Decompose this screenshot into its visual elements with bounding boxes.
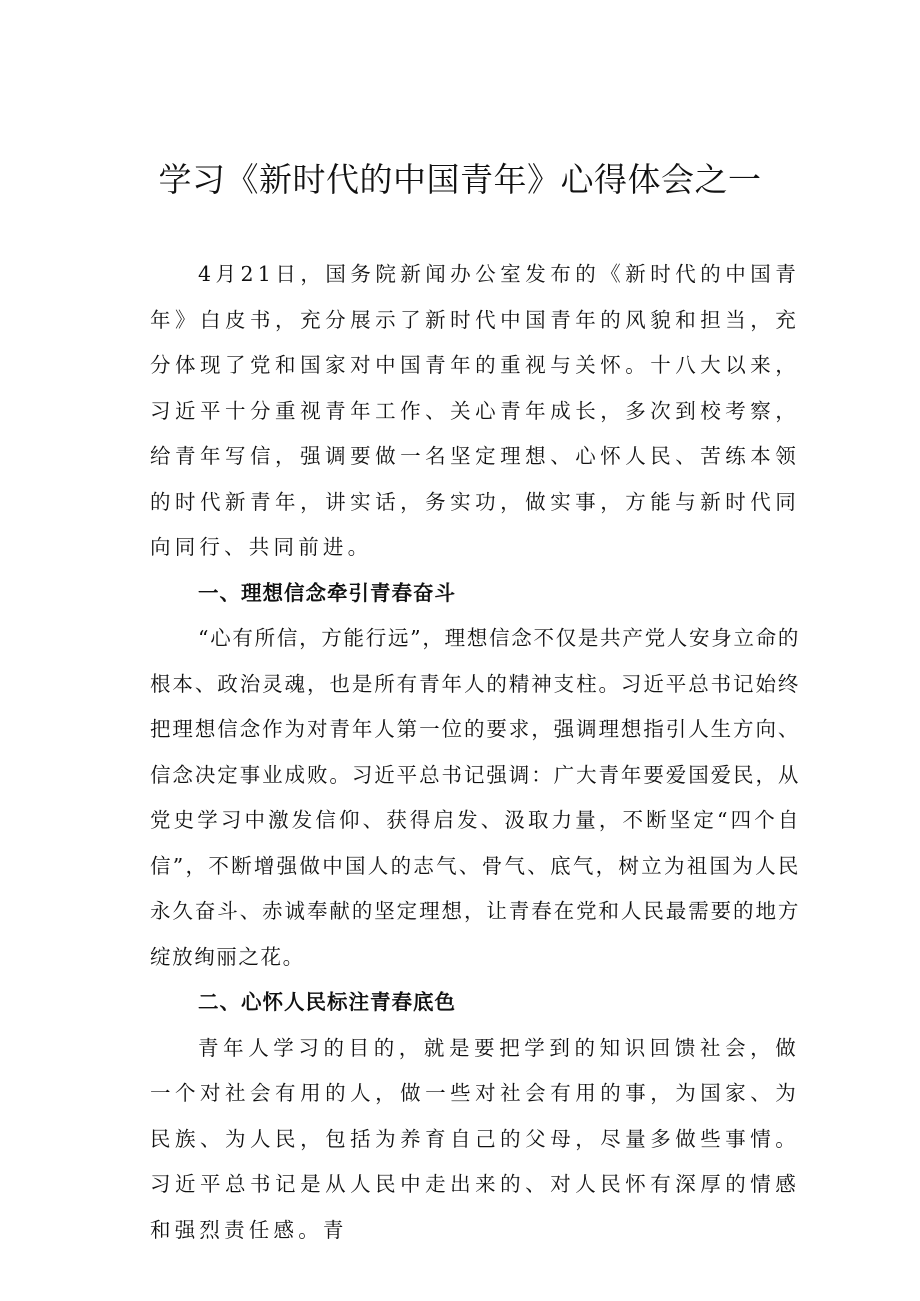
section-2-heading: 二、心怀人民标注青春底色 <box>198 990 456 1014</box>
section-1-paragraph: “心有所信，方能行远”，理想信念不仅是共产党人安身立命的根本、政治灵魂，也是所有青年人的精神支柱。习近平总书记始终把理想信念作为对青年人第一位的要求，强调理想指引人生方向、信念决定事业成败。习近平总书记强调：广大青年要爱国爱民，从党史学习中激发信仰、获得启发、汲取力量，不断坚定“四个自信”，不断增强做中国人的志气、骨气、底气，树立为祖国为人民永久奋斗、赤诚奉献的坚定理想，让青春在党和人民最需要的地方绽放绚丽之花。 <box>150 626 800 969</box>
section-2-paragraph: 青年人学习的目的，就是要把学到的知识回馈社会，做一个对社会有用的人，做一些对社会有用的事，为国家、为民族、为人民，包括为养育自己的父母，尽量多做些事情。习近平总书记是从人民中走出来的、对人民怀有深厚的情感和强烈责任感。青 <box>150 1035 800 1242</box>
section-1-heading: 一、理想信念牵引青春奋斗 <box>198 580 456 605</box>
document-title: 学习《新时代的中国青年》心得体会之一 <box>158 160 762 199</box>
intro-paragraph: 4月21日，国务院新闻办公室发布的《新时代的中国青年》白皮书，充分展示了新时代中国青年的风貌和担当，充分体现了党和国家对中国青年的重视与关怀。十八大以来，习近平十分重视青年工作、关心青年成长，多次到校考察，给青年写信，强调要做一名坚定理想、心怀人民、苦练本领的时代新青年，讲实话，务实功，做实事，方能与新时代同向同行、共同前进。 <box>150 262 800 559</box>
document-body <box>150 252 800 1253</box>
